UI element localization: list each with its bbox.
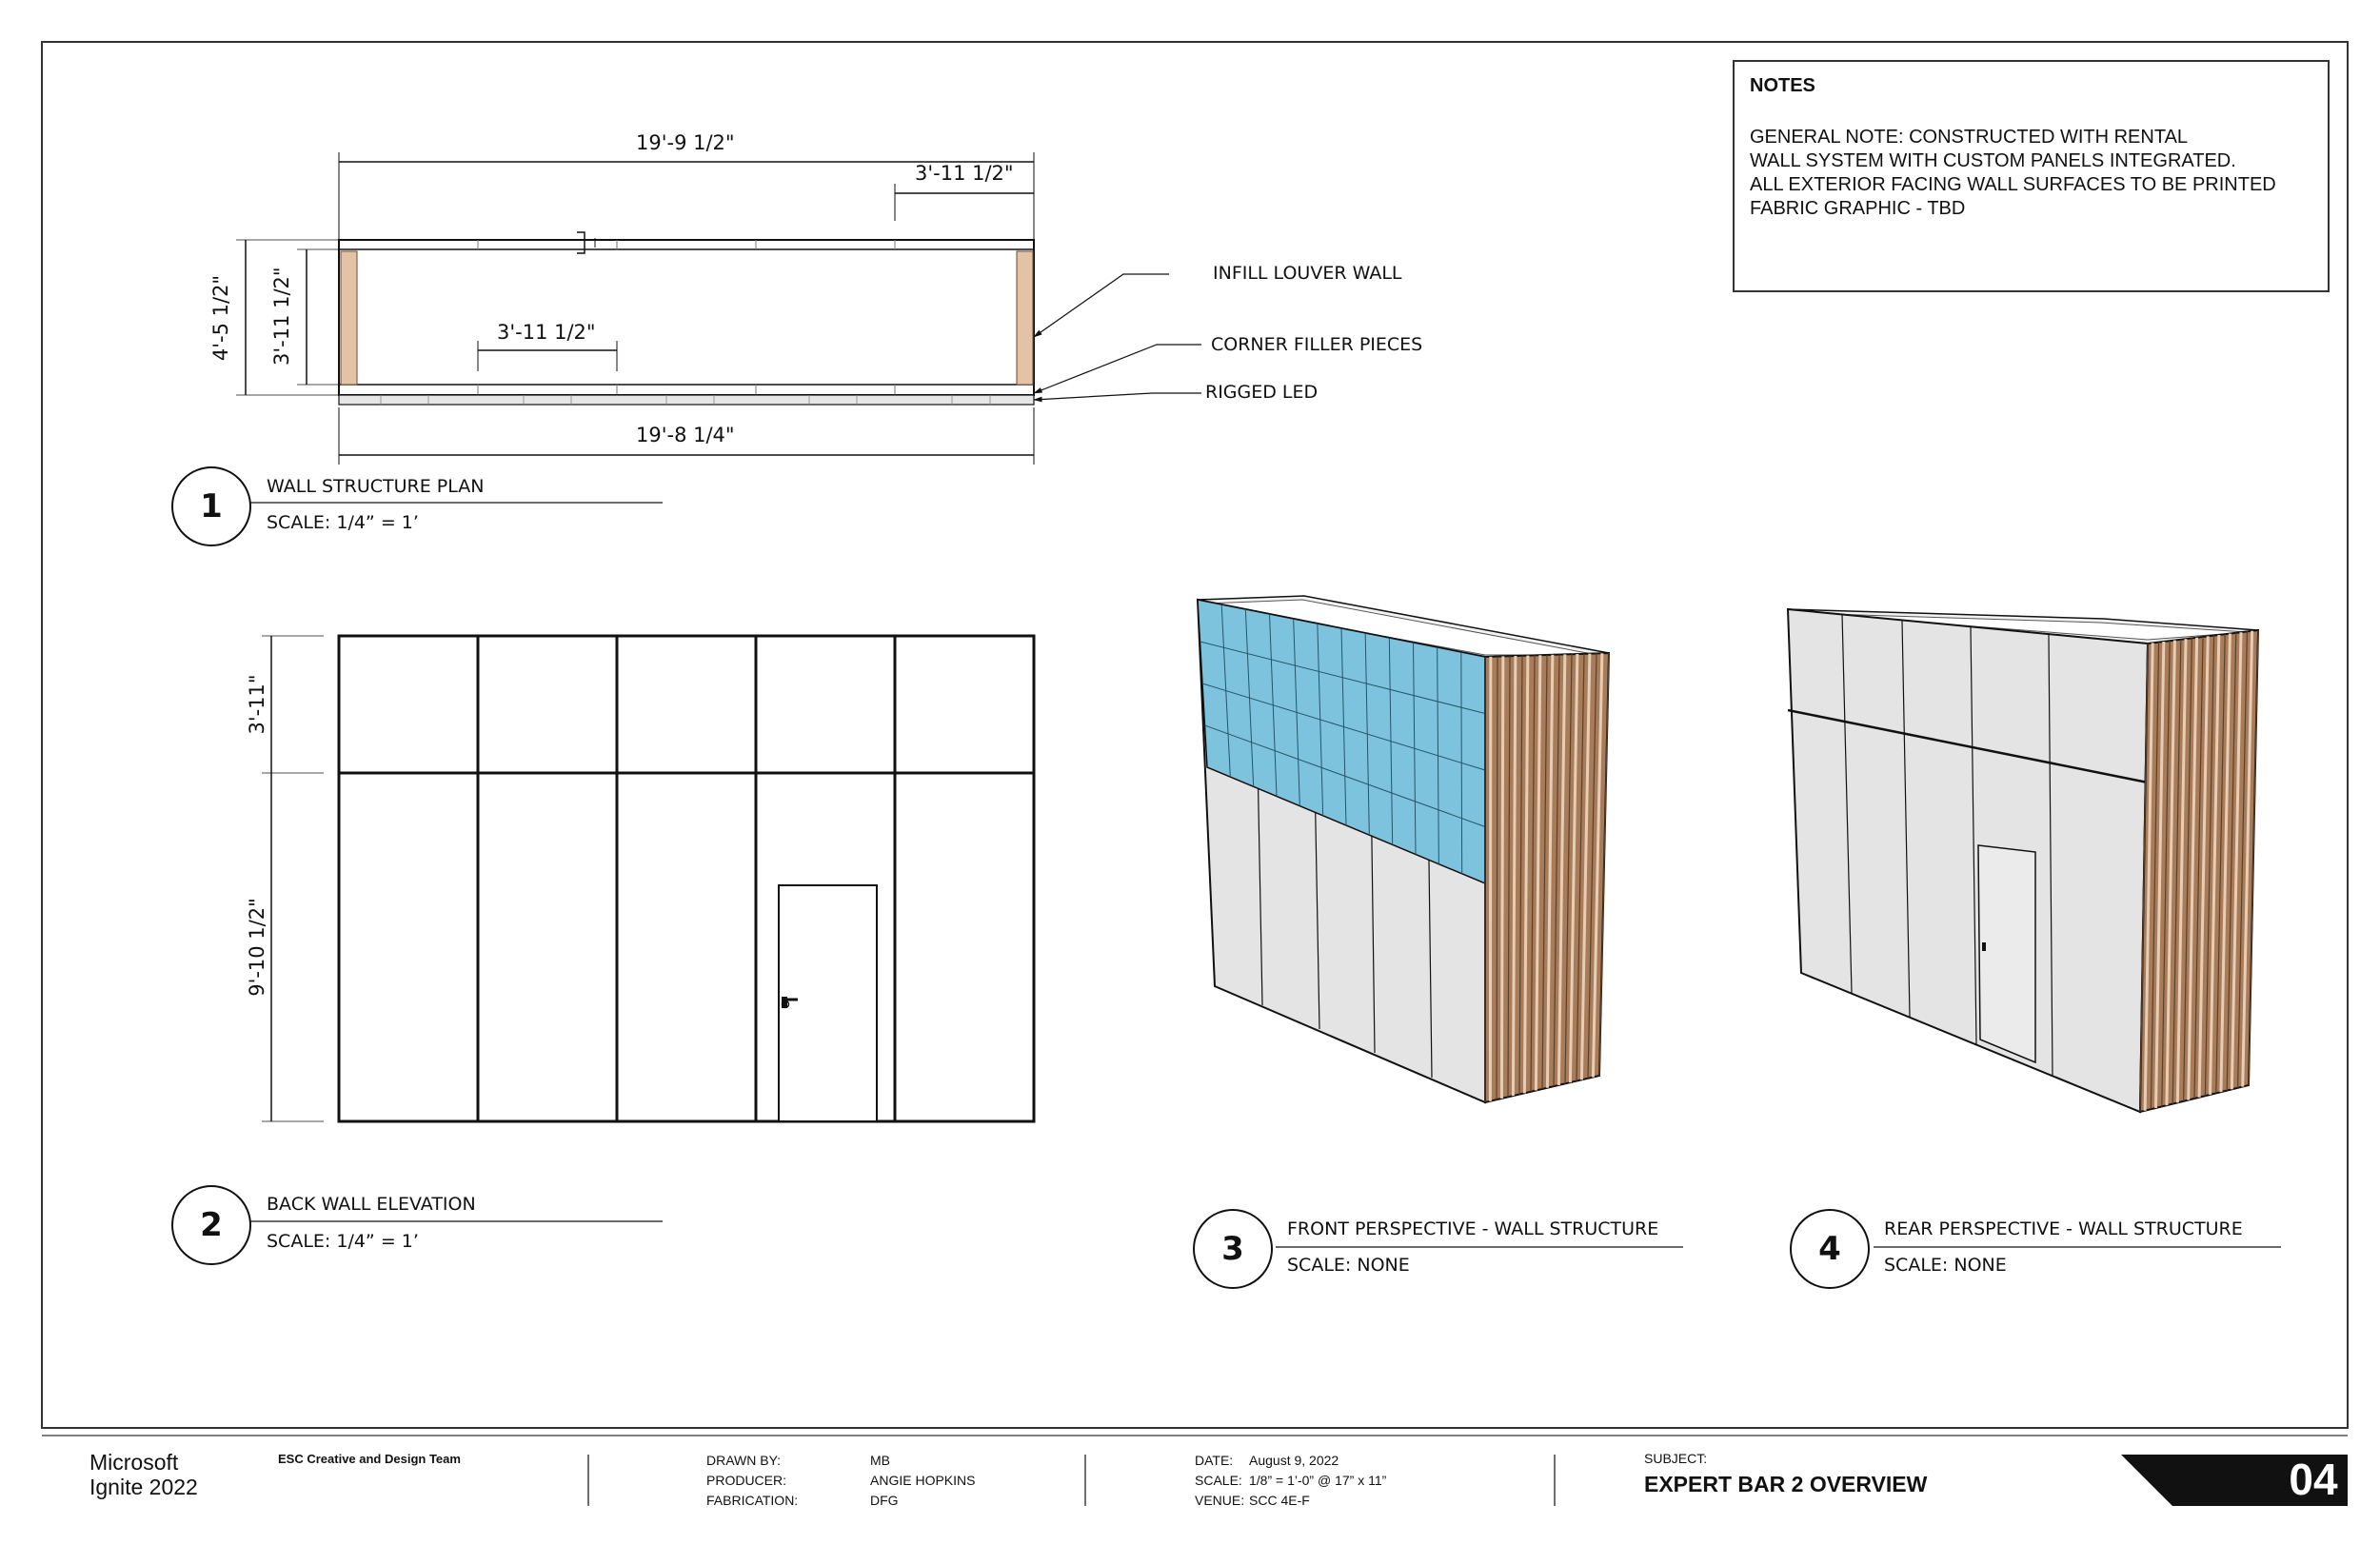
notes-line: GENERAL NOTE: CONSTRUCTED WITH RENTAL (1750, 126, 2312, 149)
rear-perspective (1788, 609, 2258, 1112)
notes-title: NOTES (1750, 75, 2312, 97)
front-perspective (1198, 596, 1609, 1102)
rear-door (1978, 845, 2035, 1062)
plan-wall-outline (339, 240, 1034, 395)
brand-line-1: Microsoft (89, 1450, 198, 1475)
drawing-number-4: 4 (1790, 1209, 1870, 1289)
fabrication-label: FABRICATION: (706, 1491, 798, 1511)
rigged-led-strip (339, 395, 1034, 405)
drawn-by-labels (706, 1451, 798, 1511)
dim-bottom: 19'-8 1/4" (636, 424, 735, 446)
back-wall-elevation (249, 636, 1034, 1221)
rear-face (1788, 609, 2148, 1112)
subject-value: EXPERT BAR 2 OVERVIEW (1644, 1472, 1927, 1497)
drawing-scale-2: SCALE: 1/4” = 1’ (267, 1231, 419, 1252)
drawn-by-values (870, 1451, 975, 1511)
brand-line-2: Ignite 2022 (89, 1475, 198, 1499)
wall-structure-plan (236, 152, 1201, 503)
fabrication-value: DFG (870, 1491, 975, 1511)
date-values (1249, 1451, 1386, 1511)
producer-label: PRODUCER: (706, 1471, 798, 1491)
dim-left-outer: 4'-5 1/2" (209, 270, 232, 366)
dim-left-inner: 3'-11 1/2" (270, 270, 293, 366)
corner-filler-left (341, 251, 357, 385)
subject-label: SUBJECT: (1644, 1451, 1707, 1466)
team-name: ESC Creative and Design Team (278, 1452, 461, 1466)
notes-box (1733, 60, 2330, 292)
drawing-number-2: 2 (171, 1185, 251, 1265)
drawing-title-1: WALL STRUCTURE PLAN (267, 476, 484, 497)
notes-line: FABRIC GRAPHIC - TBD (1750, 197, 2312, 221)
drawing-title-2: BACK WALL ELEVATION (267, 1194, 476, 1215)
scale-value: 1/8” = 1’-0” @ 17” x 11” (1249, 1471, 1386, 1491)
drawing-title-4: REAR PERSPECTIVE - WALL STRUCTURE (1884, 1218, 2243, 1239)
elevation-door (779, 885, 877, 1121)
drawing-scale-1: SCALE: 1/4” = 1’ (267, 512, 419, 533)
callout-infill-louver: INFILL LOUVER WALL (1213, 263, 1402, 284)
corner-filler-right (1017, 251, 1033, 385)
dim-inner-panel: 3'-11 1/2" (497, 321, 596, 344)
notes-line: WALL SYSTEM WITH CUSTOM PANELS INTEGRATED. (1750, 149, 2312, 173)
dim-top-right: 3'-11 1/2" (915, 162, 1014, 185)
drawing-number-3: 3 (1193, 1209, 1273, 1289)
drawing-scale-4: SCALE: NONE (1884, 1255, 2007, 1276)
dim-lower-panel: 9'-10 1/2" (246, 881, 268, 1014)
venue-value: SCC 4E-F (1249, 1491, 1386, 1511)
callout-corner-filler: CORNER FILLER PIECES (1211, 334, 1422, 355)
sheet-number: 04 (2271, 1455, 2356, 1504)
dim-overall-top: 19'-9 1/2" (636, 131, 735, 154)
drawn-by-value: MB (870, 1451, 975, 1471)
drawing-number-1: 1 (171, 466, 251, 546)
dim-upper-panel: 3'-11" (246, 657, 268, 752)
venue-label: VENUE: (1195, 1491, 1244, 1511)
date-labels (1195, 1451, 1244, 1511)
drawn-by-label: DRAWN BY: (706, 1451, 798, 1471)
drawing-title-3: FRONT PERSPECTIVE - WALL STRUCTURE (1287, 1218, 1658, 1239)
callout-rigged-led: RIGGED LED (1205, 382, 1318, 403)
scale-label: SCALE: (1195, 1471, 1244, 1491)
date-value: August 9, 2022 (1249, 1451, 1386, 1471)
notes-line: ALL EXTERIOR FACING WALL SURFACES TO BE PRINTED (1750, 173, 2312, 197)
drawing-scale-3: SCALE: NONE (1287, 1255, 1410, 1276)
date-label: DATE: (1195, 1451, 1244, 1471)
notes-body (1750, 126, 2312, 221)
brand-name (89, 1450, 198, 1499)
producer-value: ANGIE HOPKINS (870, 1471, 975, 1491)
elevation-outline (339, 636, 1034, 1121)
